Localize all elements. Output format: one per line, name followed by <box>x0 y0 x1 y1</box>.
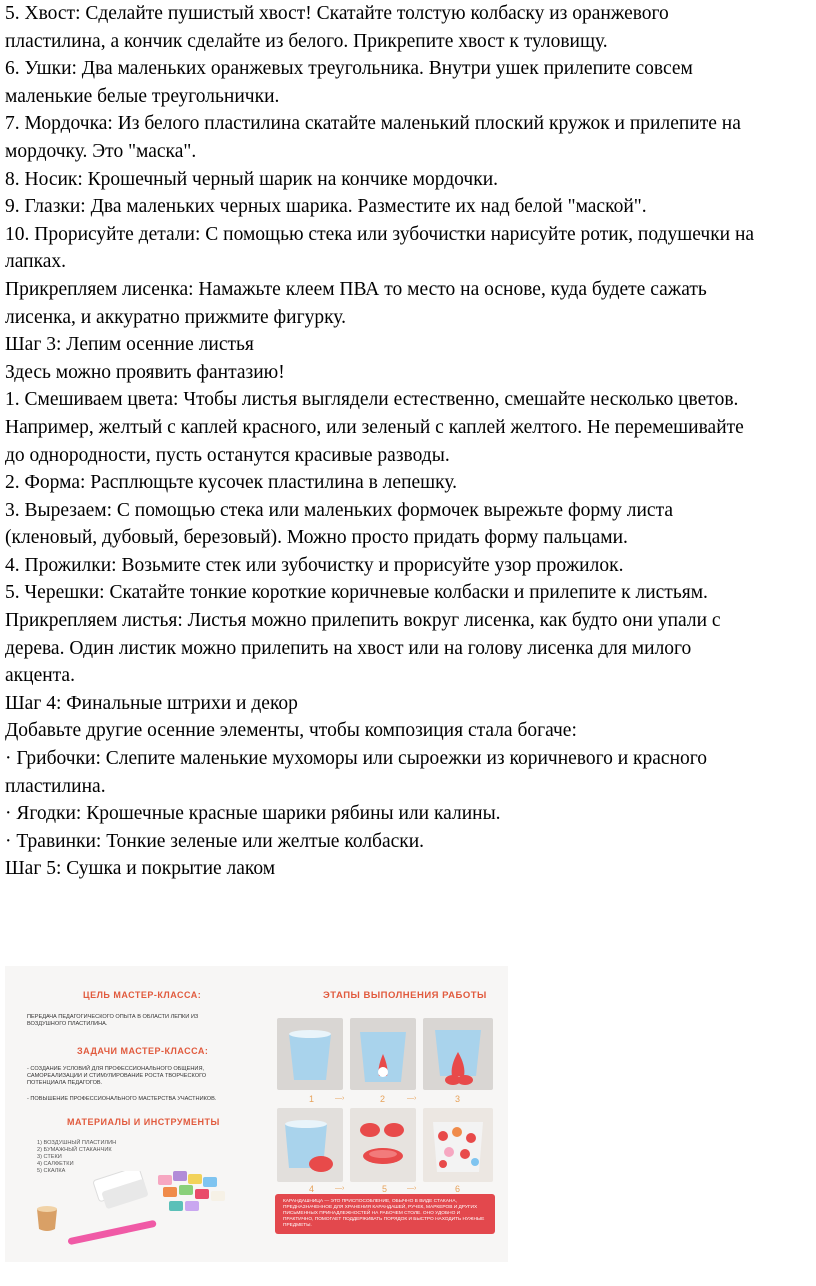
text-line: Добавьте другие осенние элементы, чтобы композиция стала богаче: <box>5 720 577 742</box>
text-line: акцента. <box>5 665 75 687</box>
text-line: 2. Форма: Расплющьте кусочек пластилина в лепешку. <box>5 472 458 494</box>
goal-text: ПЕРЕДАЧА ПЕДАГОГИЧЕСКОГО ОПЫТА В ОБЛАСТИ ЛЕПКИ ИЗ ВОЗДУШНОГО ПЛАСТИЛИНА. <box>27 1014 199 1027</box>
text-line: мордочку. Это "маска". <box>5 140 197 162</box>
document-text <box>5 0 811 883</box>
text-line: Например, желтый с каплей красного, или зеленый с каплей желтого. Не перемешивайте <box>5 416 744 438</box>
tasks-text-1: - СОЗДАНИЕ УСЛОВИЙ ДЛЯ ПРОФЕССИОНАЛЬНОГО ОБЩЕНИЯ, САМОРЕАЛИЗАЦИИ И СТИМУЛИРОВАНИЕ РОСТА ТВОРЧЕСКОГО ПОТЕНЦИАЛА ПЕДАГОГОВ. <box>27 1066 207 1086</box>
tasks-title: ЗАДАЧИ МАСТЕР-КЛАССА: <box>77 1046 209 1056</box>
step-photo-3 <box>423 1018 493 1090</box>
step-photo-5 <box>350 1108 416 1182</box>
step-photo-1 <box>277 1018 343 1090</box>
materials-illustration <box>33 1171 253 1256</box>
step-photo-2 <box>350 1018 416 1090</box>
text-line: Прикрепляем лисенка: Намажьте клеем ПВА то место на основе, куда будете сажать <box>5 278 707 300</box>
tasks-text-2: - ПОВЫШЕНИЕ ПРОФЕССИОНАЛЬНОГО МАСТЕРСТВА УЧАСТНИКОВ. <box>27 1096 217 1102</box>
text-line: 5. Черешки: Скатайте тонкие короткие коричневые колбаски и прилепите к листьям. <box>5 582 708 604</box>
step-number: 6 <box>455 1184 461 1194</box>
step-number: 2 <box>380 1094 386 1104</box>
step-heading: Шаг 3: Лепим осенние листья <box>5 334 254 356</box>
text-line: 4. Прожилки: Возьмите стек или зубочистку и прорисуйте узор прожилок. <box>5 554 624 576</box>
step-number: 1 <box>309 1094 315 1104</box>
text-line: · Грибочки: Слепите маленькие мухоморы или сыроежки из коричневого и красного <box>5 748 708 770</box>
text-line: · Ягодки: Крошечные красные шарики рябины или калины. <box>5 803 501 825</box>
text-line: · Травинки: Тонкие зеленые или желтые колбаски. <box>5 830 425 852</box>
text-line: Здесь можно проявить фантазию! <box>5 361 285 383</box>
materials-item: 1) ВОЗДУШНЫЙ ПЛАСТИЛИН <box>37 1140 117 1146</box>
materials-item: 4) САЛФЕТКИ <box>37 1161 74 1167</box>
master-class-slide-image <box>5 966 508 1262</box>
text-line: 7. Мордочка: Из белого пластилина скатайте маленький плоский кружок и прилепите на <box>5 113 741 135</box>
text-line: дерева. Один листик можно прилепить на хвост или на голову лисенка для милого <box>5 637 692 659</box>
text-line: 8. Носик: Крошечный черный шарик на кончике мордочки. <box>5 168 499 190</box>
text-line: 3. Вырезаем: С помощью стека или маленьких формочек вырежьте форму листа <box>5 499 673 521</box>
text-line: лисенка, и аккуратно прижмите фигурку. <box>5 306 346 328</box>
step-heading: Шаг 5: Сушка и покрытие лаком <box>5 858 276 880</box>
step-photo-6 <box>423 1108 493 1182</box>
steps-title: ЭТАПЫ ВЫПОЛНЕНИЯ РАБОТЫ <box>323 990 487 1001</box>
text-line: пластилина. <box>5 775 106 797</box>
materials-list <box>37 1140 157 1175</box>
materials-item: 3) СТЕКИ <box>37 1154 62 1160</box>
materials-title: МАТЕРИАЛЫ И ИНСТРУМЕНТЫ <box>67 1117 220 1127</box>
text-line: 10. Прорисуйте детали: С помощью стека или зубочистки нарисуйте ротик, подушечки на <box>5 223 755 245</box>
arrow-icon: —› <box>335 1095 345 1102</box>
step-photo-4 <box>277 1108 343 1182</box>
text-line: 1. Смешиваем цвета: Чтобы листья выглядели естественно, смешайте несколько цветов. <box>5 389 739 411</box>
text-line: лапках. <box>5 251 67 273</box>
step-heading: Шаг 4: Финальные штрихи и декор <box>5 692 298 714</box>
text-line: 5. Хвост: Сделайте пушистый хвост! Скатайте толстую колбаску из оранжевого <box>5 3 669 24</box>
definition-box <box>275 1194 495 1234</box>
text-line: Прикрепляем листья: Листья можно прилепить вокруг лисенка, как будто они упали с <box>5 610 721 632</box>
step-number: 5 <box>382 1184 388 1194</box>
text-line: (кленовый, дубовый, березовый). Можно просто придать форму пальцами. <box>5 527 628 549</box>
text-line: пластилина, а кончик сделайте из белого. Прикрепите хвост к туловищу. <box>5 30 608 52</box>
materials-item: 5) СКАЛКА <box>37 1168 66 1174</box>
goal-title: ЦЕЛЬ МАСТЕР-КЛАССА: <box>83 990 202 1000</box>
text-line: 6. Ушки: Два маленьких оранжевых треугольника. Внутри ушек прилепите совсем <box>5 58 693 80</box>
text-line: до однородности, пусть останутся красивые разводы. <box>5 444 450 466</box>
arrow-icon: —› <box>407 1185 417 1192</box>
definition-text: КАРАНДАШНИЦА — ЭТО ПРИСПОСОБЛЕНИЕ, ОБЫЧНО В ВИДЕ СТАКАНА, ПРЕДНАЗНАЧЕННОЕ ДЛЯ ХРАНЕНИЯ КАРАНДАШЕЙ, РУЧЕК, МАРКЕРОВ И ДРУГИХ ПИСЬМЕННЫХ ПРИНАДЛЕЖНОСТЕЙ НА РАБОЧЕМ СТОЛЕ. ОНО УДОБНО И ПРАКТИЧНО, ПОМОГАЕТ ПОДДЕРЖИВАТЬ ПОРЯДОК И БЫСТРО НАХОДИТЬ НУЖНЫЕ ПРЕДМЕТЫ. <box>283 1199 485 1228</box>
arrow-icon: —› <box>407 1095 417 1102</box>
arrow-icon: —› <box>335 1185 345 1192</box>
step-number: 3 <box>455 1094 461 1104</box>
materials-item: 2) БУМАЖНЫЙ СТАКАНЧИК <box>37 1147 112 1153</box>
step-number: 4 <box>309 1184 315 1194</box>
text-line: 9. Глазки: Два маленьких черных шарика. Разместите их над белой "маской". <box>5 196 647 218</box>
text-line: маленькие белые треугольнички. <box>5 85 280 107</box>
